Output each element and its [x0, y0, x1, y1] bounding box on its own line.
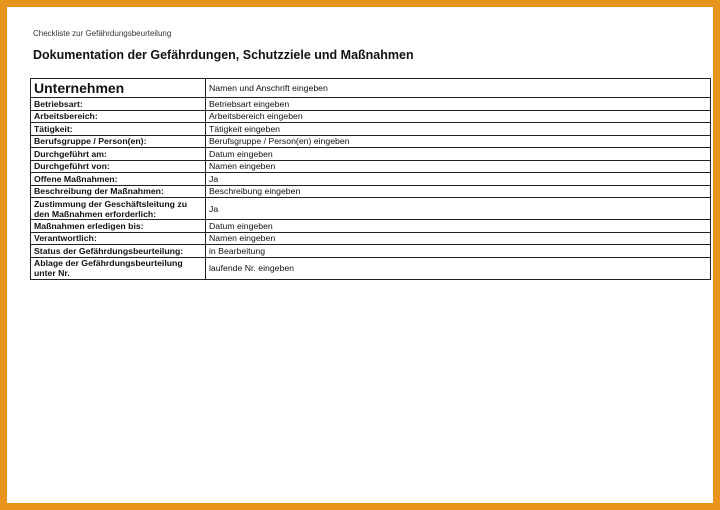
table-row [31, 245, 711, 258]
table-row [31, 110, 711, 123]
row-value-unternehmen[interactable]: Namen und Anschrift eingeben [206, 79, 711, 98]
row-value-offene-massnahmen[interactable]: Ja [206, 173, 711, 186]
document-subtitle: Checkliste zur Gefährdungsbeurteilung [33, 29, 172, 38]
table-row [31, 232, 711, 245]
row-value-beschreibung[interactable]: Beschreibung eingeben [206, 185, 711, 198]
row-label-beschreibung: Beschreibung der Maßnahmen: [31, 185, 206, 198]
row-value-betriebsart[interactable]: Betriebsart eingeben [206, 98, 711, 111]
row-label-durchgefuehrt-am: Durchgeführt am: [31, 148, 206, 161]
table-row [31, 257, 711, 279]
row-value-erledigen-bis[interactable]: Datum eingeben [206, 220, 711, 233]
row-label-betriebsart: Betriebsart: [31, 98, 206, 111]
row-value-verantwortlich[interactable]: Namen eingeben [206, 232, 711, 245]
row-label-arbeitsbereich: Arbeitsbereich: [31, 110, 206, 123]
row-value-status[interactable]: in Bearbeitung [206, 245, 711, 258]
row-label-verantwortlich: Verantwortlich: [31, 232, 206, 245]
table-row [31, 220, 711, 233]
assessment-form-table [30, 78, 711, 280]
row-value-durchgefuehrt-von[interactable]: Namen eingeben [206, 160, 711, 173]
table-row [31, 160, 711, 173]
table-row [31, 185, 711, 198]
row-value-durchgefuehrt-am[interactable]: Datum eingeben [206, 148, 711, 161]
row-label-berufsgruppe: Berufsgruppe / Person(en): [31, 135, 206, 148]
row-label-zustimmung: Zustimmung der Geschäftsleitung zu den Maßnahmen erforderlich: [31, 198, 206, 220]
row-value-zustimmung[interactable]: Ja [206, 198, 711, 220]
table-row [31, 123, 711, 136]
table-row [31, 173, 711, 186]
table-row [31, 79, 711, 98]
row-label-unternehmen: Unternehmen [31, 79, 206, 98]
document-page [7, 7, 713, 503]
row-label-erledigen-bis: Maßnahmen erledigen bis: [31, 220, 206, 233]
row-value-taetigkeit[interactable]: Tätigkeit eingeben [206, 123, 711, 136]
document-title: Dokumentation der Gefährdungen, Schutzziele und Maßnahmen [33, 48, 414, 62]
row-label-ablage: Ablage der Gefährdungsbeurteilung unter Nr. [31, 257, 206, 279]
table-row [31, 135, 711, 148]
row-label-durchgefuehrt-von: Durchgeführt von: [31, 160, 206, 173]
row-label-status: Status der Gefährdungsbeurteilung: [31, 245, 206, 258]
row-value-ablage[interactable]: laufende Nr. eingeben [206, 257, 711, 279]
row-label-taetigkeit: Tätigkeit: [31, 123, 206, 136]
table-row [31, 198, 711, 220]
row-value-berufsgruppe[interactable]: Berufsgruppe / Person(en) eingeben [206, 135, 711, 148]
row-label-offene-massnahmen: Offene Maßnahmen: [31, 173, 206, 186]
table-row [31, 98, 711, 111]
table-row [31, 148, 711, 161]
row-value-arbeitsbereich[interactable]: Arbeitsbereich eingeben [206, 110, 711, 123]
